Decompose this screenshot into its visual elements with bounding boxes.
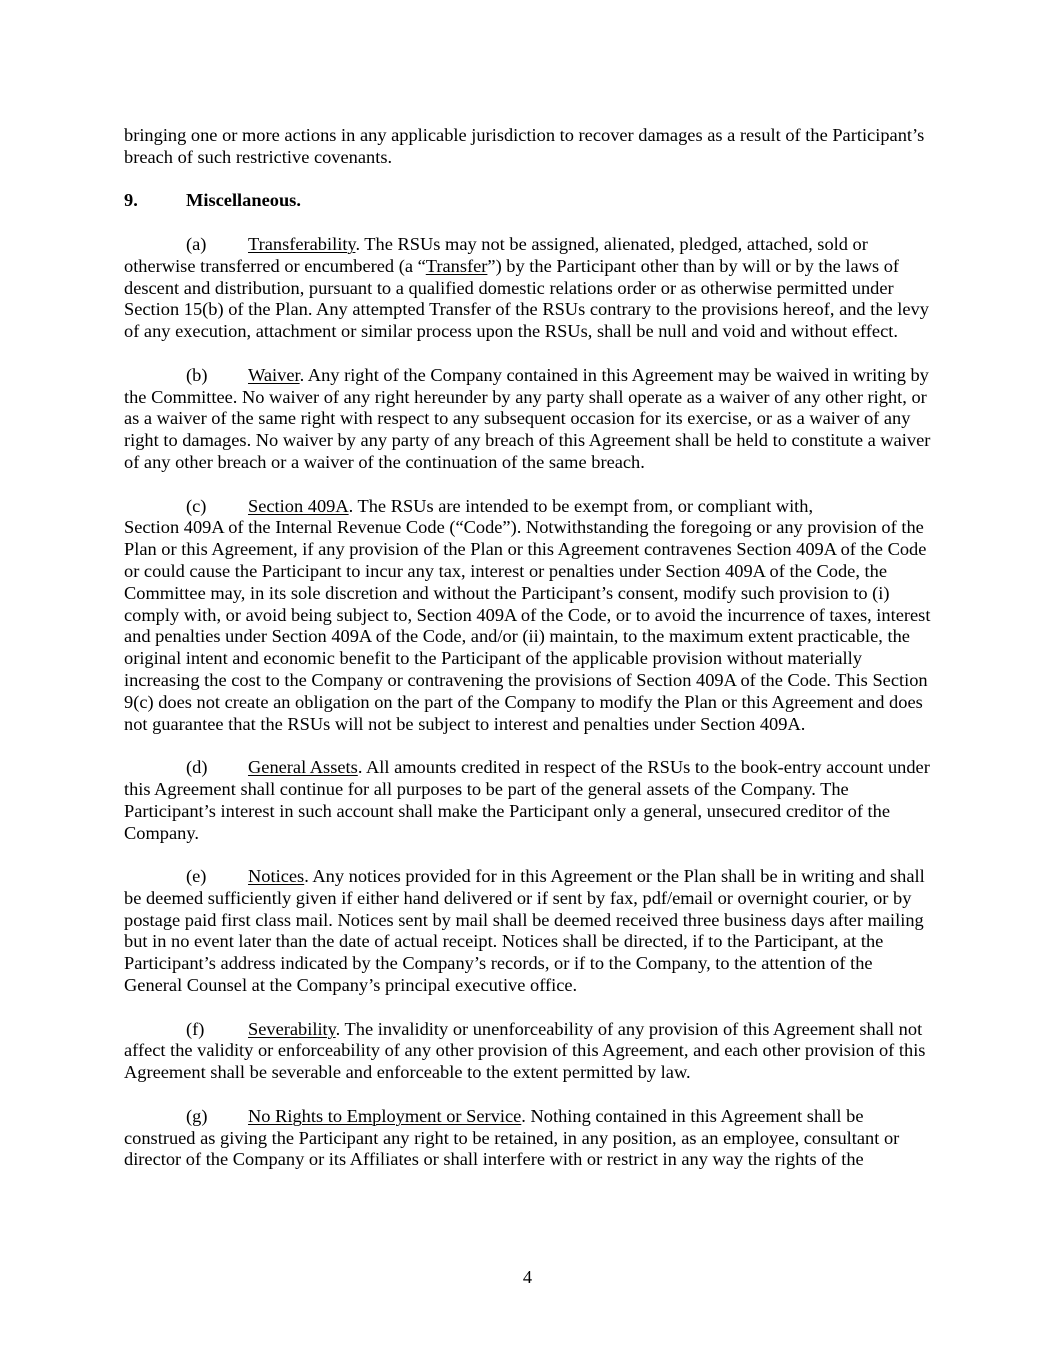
subsection-a-heading: Transferability — [248, 233, 356, 254]
subsection-a-text-2: ”) by the Participant other than by will or by the laws of descent and distribution, pursuant to a qualified domestic relations order or as otherwise permitted under Section 15(b) of the Plan. Any attempted Transfer of the RSUs contrary to the provisions hereof, and the levy of any execution, attachment or similar process upon the RSUs, shall be null and void and without effect. — [124, 255, 929, 342]
subsection-e-text: . Any notices provided for in this Agreement or the Plan shall be in writing and shall be deemed sufficiently given if either hand delivered or if sent by fax, pdf/email or overnight courier, or by postage paid first class mail. Notices sent by mail shall be deemed received three business days after mailing but in no event later than the date of actual receipt. Notices shall be directed, if to the Participant, at the Participant’s address indicated by the Company’s records, or if to the Company, to the attention of the General Counsel at the Company’s principal executive office. — [124, 866, 925, 996]
subsection-d — [124, 757, 932, 844]
document-body — [124, 125, 932, 1171]
subsection-f-heading: Severability — [248, 1018, 336, 1039]
subsection-c-heading: Section 409A — [248, 495, 349, 516]
subsection-e-label: (e) — [186, 866, 207, 887]
subsection-f-text: . The invalidity or unenforceability of any provision of this Agreement shall not affect the validity or enforceability of any other provision of this Agreement, and each other provision of this Agreement shall be severable and enforceable to the extent permitted by law. — [124, 1018, 926, 1083]
subsection-e-heading: Notices — [248, 866, 305, 887]
subsection-g-heading: No Rights to Employment or Service — [248, 1105, 522, 1126]
subsection-d-text: . All amounts credited in respect of the RSUs to the book-entry account under this Agreement shall continue for all purposes to be part of the general assets of the Company. The Participant’s interest in such account shall make the Participant only a general, unsecured creditor of the Company. — [124, 757, 930, 843]
subsection-b — [124, 365, 932, 474]
subsection-g — [124, 1106, 932, 1171]
continuation-paragraph: bringing one or more actions in any applicable jurisdiction to recover damages as a result of the Participant’s breach of such restrictive covenants. — [124, 125, 925, 167]
subsection-d-label: (d) — [186, 757, 208, 778]
subsection-g-text: . Nothing contained in this Agreement shall be construed as giving the Participant any right to be retained, in any position, as an employee, consultant or director of the Company or its Affiliates or shall interfere with or restrict in any way the rights of the — [124, 1105, 900, 1170]
subsection-f — [124, 1019, 932, 1084]
subsection-b-label: (b) — [186, 364, 208, 385]
subsection-c-label: (c) — [186, 495, 207, 516]
transfer-defined-term: Transfer — [425, 255, 488, 276]
section-heading — [124, 190, 932, 212]
subsection-c — [124, 496, 932, 518]
section-title: Miscellaneous. — [186, 190, 301, 211]
page-number: 4 — [522, 1267, 533, 1287]
subsection-a-text-1: . The RSUs may not be assigned, alienated, pledged, attached, sold or otherwise transferred or encumbered (a “ — [124, 233, 868, 276]
subsection-f-label: (f) — [186, 1018, 205, 1039]
subsection-d-heading: General Assets — [248, 757, 358, 778]
subsection-g-label: (g) — [186, 1105, 208, 1126]
subsection-a-label: (a) — [186, 233, 207, 254]
subsection-a — [124, 234, 932, 343]
subsection-b-heading: Waiver — [248, 364, 300, 385]
subsection-c-continued: Section 409A of the Internal Revenue Code (“Code”). Notwithstanding the foregoing or any provision of the Plan or this Agreement, if any provision of the Plan or this Agreement contravenes Section 409A of the Code or could cause the Participant to incur any tax, interest or penalties under Section 409A of the Code, the Committee may, in its sole discretion and without the Participant’s consent, modify such provision to (i) comply with, or avoid being subject to, Section 409A of the Code, or to avoid the incurrence of taxes, interest and penalties under Section 409A of the Code, and/or (ii) maintain, to the maximum extent practicable, the original intent and economic benefit to the Participant of the applicable provision without materially increasing the cost to the Company or contravening the provisions of Section 409A of the Code. This Section 9(c) does not create an obligation on the part of the Company to modify the Plan or this Agreement and does not guarantee that the RSUs will not be subject to interest and penalties under Section 409A. — [124, 517, 931, 734]
section-number: 9. — [124, 190, 138, 211]
subsection-e — [124, 866, 932, 997]
subsection-b-text: . Any right of the Company contained in this Agreement may be waived in writing by the Committee. No waiver of any right hereunder by any party shall operate as a waiver of any other right, or as a waiver of the same right with respect to any subsequent occasion for its exercise, or as a waiver of any right to damages. No waiver by any party of any breach of this Agreement shall be held to constitute a waiver of any other breach or a waiver of the continuation of the same breach. — [124, 364, 931, 472]
subsection-c-text-1: . The RSUs are intended to be exempt from, or compliant with, — [348, 495, 814, 516]
